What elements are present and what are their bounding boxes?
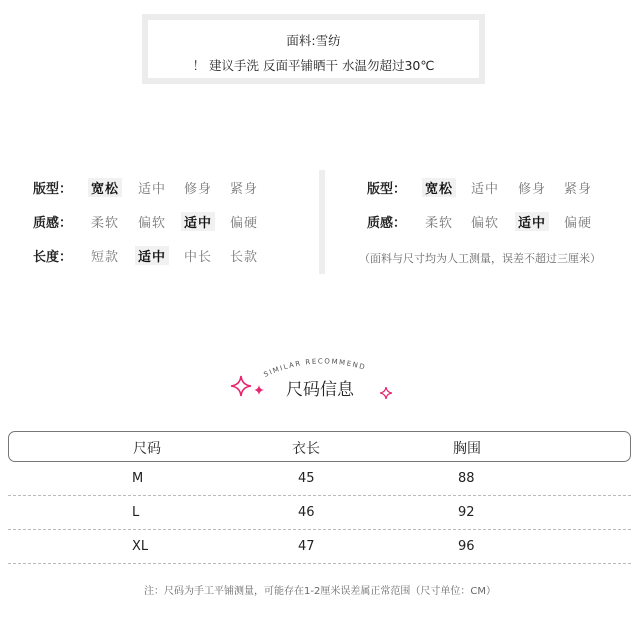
table-row: [8, 496, 631, 530]
table-cell: 46: [298, 505, 315, 520]
attr-option: 柔软: [91, 216, 120, 231]
attr-option: 紧身: [230, 182, 259, 197]
sparkle-small-icon: [254, 385, 264, 395]
care-instructions-box: [142, 14, 485, 84]
table-cell: 92: [458, 505, 475, 520]
size-table-header: [8, 431, 631, 462]
attr-label: 长度：: [33, 250, 73, 265]
attr-option: 适中: [138, 182, 167, 197]
column-header: 尺码: [133, 441, 161, 457]
size-table: [8, 431, 631, 564]
attr-option-selected: 宽松: [88, 178, 122, 197]
measurement-note: （面料与尺寸均为人工测量，误差不超过三厘米）: [359, 252, 601, 265]
table-cell: 88: [458, 471, 475, 486]
attr-row-texture: [33, 209, 313, 243]
table-cell: XL: [132, 539, 149, 554]
attr-option: 偏软: [138, 216, 167, 231]
attr-option: 中长: [184, 250, 213, 265]
table-row: [8, 462, 631, 496]
attribute-panel-left: [33, 175, 313, 277]
attr-option: 修身: [518, 182, 547, 197]
attr-option: 偏软: [471, 216, 500, 231]
attr-option-selected: 宽松: [422, 178, 456, 197]
attr-option: 修身: [184, 182, 213, 197]
attr-row-fit: [367, 175, 627, 209]
table-cell: 47: [298, 539, 315, 554]
attr-option: 偏硬: [230, 216, 259, 231]
attr-row-texture: [367, 209, 627, 243]
attr-option: 柔软: [425, 216, 454, 231]
attr-option: 偏硬: [564, 216, 593, 231]
fabric-label: 面料:雪纺: [286, 33, 341, 48]
arc-text: SIMILAR RECOMMEND: [262, 357, 367, 379]
attr-option: 短款: [91, 250, 120, 265]
attr-option-selected: 适中: [135, 246, 169, 265]
attribute-panel-right: [367, 175, 627, 243]
section-title: [220, 355, 410, 405]
attr-label: 质感：: [33, 216, 73, 231]
attr-option: 适中: [471, 182, 500, 197]
attr-option-selected: 适中: [181, 212, 215, 231]
attr-option: 紧身: [564, 182, 593, 197]
table-cell: 45: [298, 471, 315, 486]
table-cell: M: [132, 471, 144, 486]
attr-label: 版型：: [367, 182, 407, 197]
attr-label: 质感：: [367, 216, 407, 231]
sparkle-right-icon: [380, 387, 392, 399]
footer-note: 注：尺码为手工平铺测量，可能存在1-2厘米误差属正常范围（尺寸单位：CM）: [144, 586, 496, 597]
table-cell: 96: [458, 539, 475, 554]
table-cell: L: [132, 505, 140, 520]
attr-row-length: [33, 243, 313, 277]
attr-row-fit: [33, 175, 313, 209]
sparkle-large-icon: [230, 375, 252, 397]
column-header: 衣长: [292, 441, 320, 457]
attr-label: 版型：: [33, 182, 73, 197]
attr-option: 长款: [230, 250, 259, 265]
wash-instructions: ！ 建议手洗 反面平铺晒干 水温勿超过30℃: [192, 58, 435, 73]
table-row: [8, 530, 631, 564]
section-title-text: 尺码信息: [286, 380, 354, 400]
column-header: 胸围: [453, 441, 481, 457]
attr-option-selected: 适中: [515, 212, 549, 231]
panel-divider: [319, 170, 325, 274]
